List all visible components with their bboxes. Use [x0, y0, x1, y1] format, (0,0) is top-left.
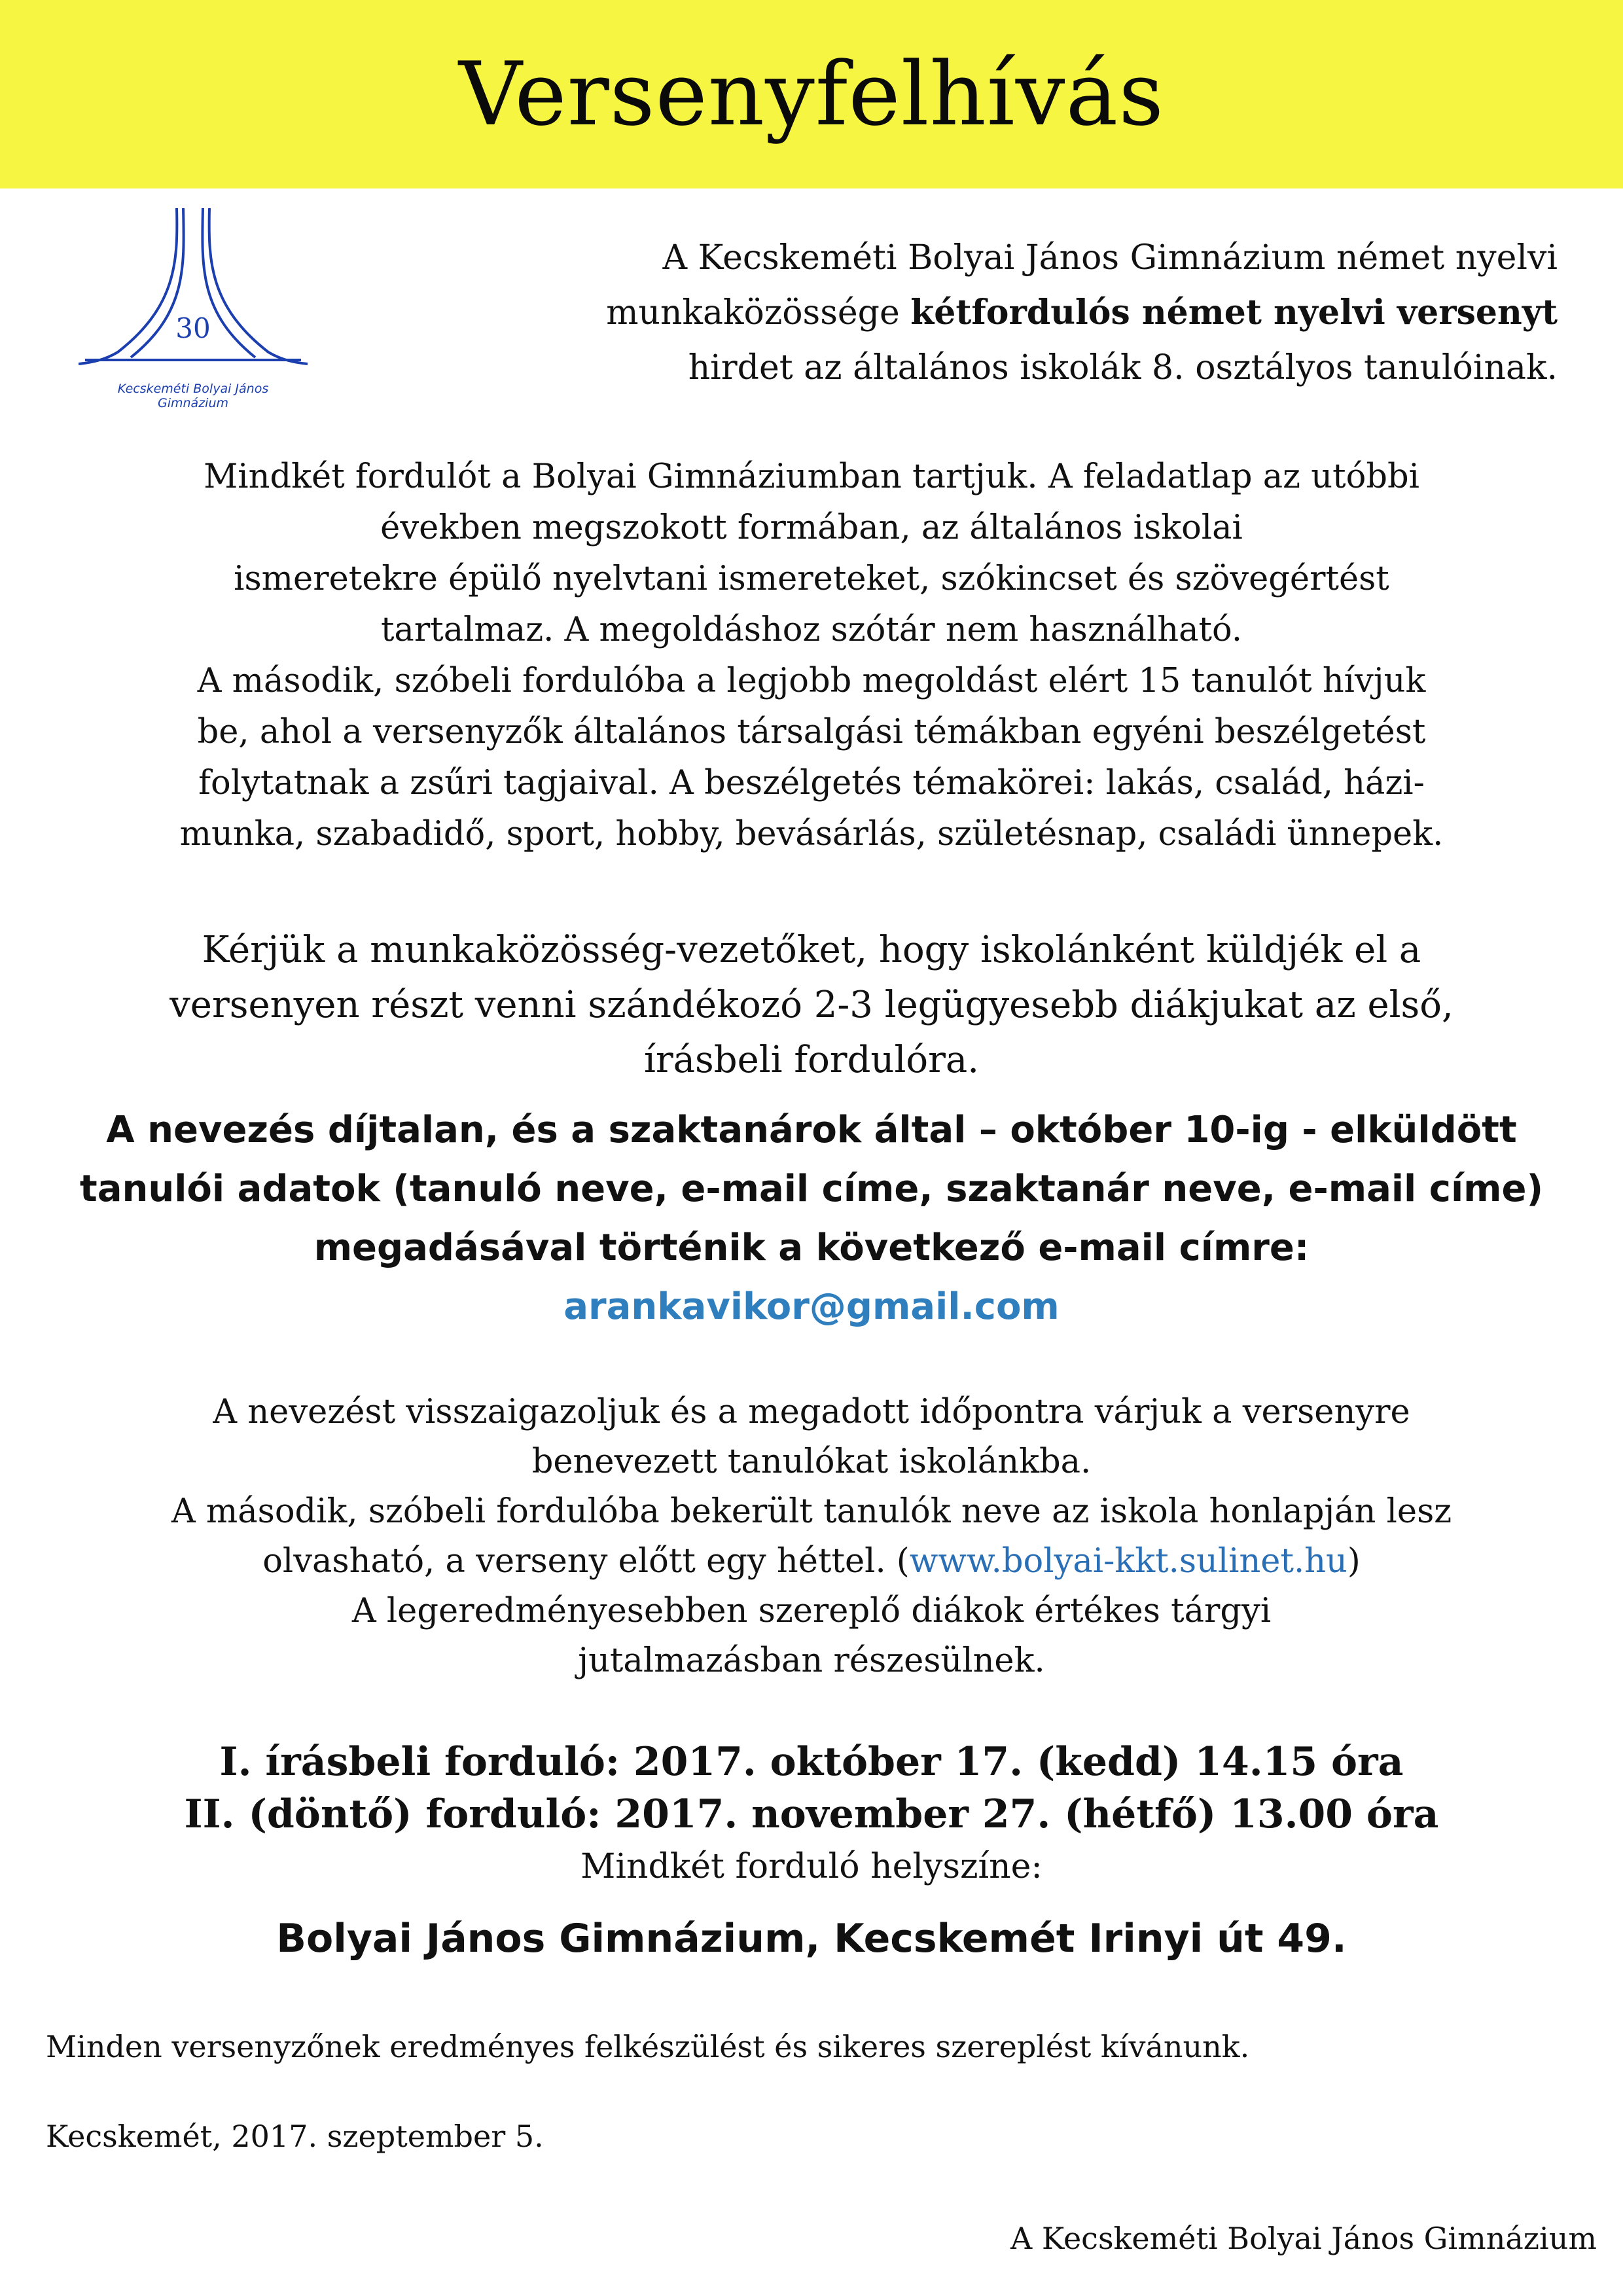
request-line: írásbeli fordulóra.: [643, 1039, 980, 1081]
intro-line-2-text: munkaközössége: [606, 293, 911, 332]
info-line-3: A második, szóbeli fordulóba bekerült tanulók neve az iskola honlapján lesz: [171, 1492, 1452, 1531]
registration-line: tanulói adatok (tanuló neve, e-mail címe, szaktanár neve, e-mail címe): [79, 1168, 1544, 1210]
intro-line-2-bold: kétfordulós német nyelvi versenyt: [910, 293, 1558, 332]
info-line-4-suffix: ): [1347, 1542, 1361, 1581]
rules-line: években megszokott formában, az általános iskolai: [380, 509, 1243, 547]
info-line-4-text: olvasható, a verseny előtt egy héttel. (: [262, 1542, 910, 1581]
place-and-date: Kecskemét, 2017. szeptember 5.: [46, 2119, 544, 2154]
logo-arc-text-1: Kecskeméti Bolyai János: [117, 382, 269, 396]
info-line-4: [39, 1537, 1584, 1587]
schedule-block: [39, 1736, 1584, 1893]
round-1-date: I. írásbeli forduló: 2017. október 17. (kedd) 14.15 óra: [219, 1739, 1404, 1785]
logo-arc-text-2: Gimnázium: [158, 396, 228, 410]
rules-line: Mindkét fordulót a Bolyai Gimnáziumban tartjuk. A feladatlap az utóbbi: [204, 457, 1419, 496]
signature: A Kecskeméti Bolyai János Gimnázium: [1010, 2221, 1597, 2256]
venue-label: Mindkét forduló helyszíne:: [580, 1847, 1043, 1886]
info-line-6: jutalmazásban részesülnek.: [578, 1641, 1045, 1680]
intro-line-2: [497, 285, 1558, 340]
school-logo-icon: [79, 208, 314, 418]
intro-line-3: hirdet az általános iskolák 8. osztályos tanulóinak.: [688, 348, 1558, 387]
registration-email-link[interactable]: arankavikor@gmail.com: [563, 1285, 1060, 1328]
info-paragraph: [39, 1388, 1584, 1686]
request-paragraph: [39, 923, 1584, 1088]
closing-wish: Minden versenyzőnek eredményes felkészülést és sikeres szereplést kívánunk.: [46, 2029, 1250, 2064]
title-banner: [0, 0, 1623, 188]
info-line-1: A nevezést visszaigazoljuk és a megadott időpontra várjuk a versenyre: [213, 1393, 1410, 1431]
venue-address: Bolyai János Gimnázium, Kecskemét Irinyi út 49.: [276, 1916, 1347, 1962]
rules-paragraph: [39, 452, 1584, 860]
request-line: versenyen részt venni szándékozó 2-3 legügyesebb diákjukat az első,: [169, 984, 1454, 1026]
school-website-link[interactable]: www.bolyai-kkt.sulinet.hu: [909, 1542, 1347, 1581]
intro-paragraph: [497, 230, 1558, 395]
rules-line: be, ahol a versenyzők általános társalgási témákban egyéni beszélgetést: [197, 713, 1426, 751]
registration-paragraph: [39, 1101, 1584, 1336]
registration-line: A nevezés díjtalan, és a szaktanárok által – október 10-ig - elküldött: [106, 1109, 1517, 1151]
rules-line: ismeretekre épülő nyelvtani ismereteket, szókincset és szövegértést: [234, 560, 1389, 598]
rules-line: tartalmaz. A megoldáshoz szótár nem használható.: [380, 611, 1243, 649]
page-title: Versenyfelhívás: [458, 43, 1165, 145]
round-2-date: II. (döntő) forduló: 2017. november 27. (hétfő) 13.00 óra: [184, 1791, 1439, 1837]
school-logo: [79, 208, 314, 418]
rules-line: munka, szabadidő, sport, hobby, bevásárlás, születésnap, családi ünnepek.: [179, 815, 1444, 853]
intro-line-1: A Kecskeméti Bolyai János Gimnázium német nyelvi: [662, 238, 1558, 278]
logo-number: 30: [175, 312, 211, 344]
request-line: Kérjük a munkaközösség-vezetőket, hogy iskolánként küldjék el a: [202, 929, 1421, 971]
rules-line: A második, szóbeli fordulóba a legjobb megoldást elért 15 tanulót hívjuk: [197, 662, 1426, 700]
registration-line: megadásával történik a következő e-mail címre:: [313, 1227, 1310, 1269]
info-line-5: A legeredményesebben szereplő diákok értékes tárgyi: [351, 1592, 1272, 1630]
rules-line: folytatnak a zsűri tagjaival. A beszélgetés témakörei: lakás, család, házi-: [198, 764, 1425, 802]
info-line-2: benevezett tanulókat iskolánkba.: [531, 1443, 1092, 1481]
